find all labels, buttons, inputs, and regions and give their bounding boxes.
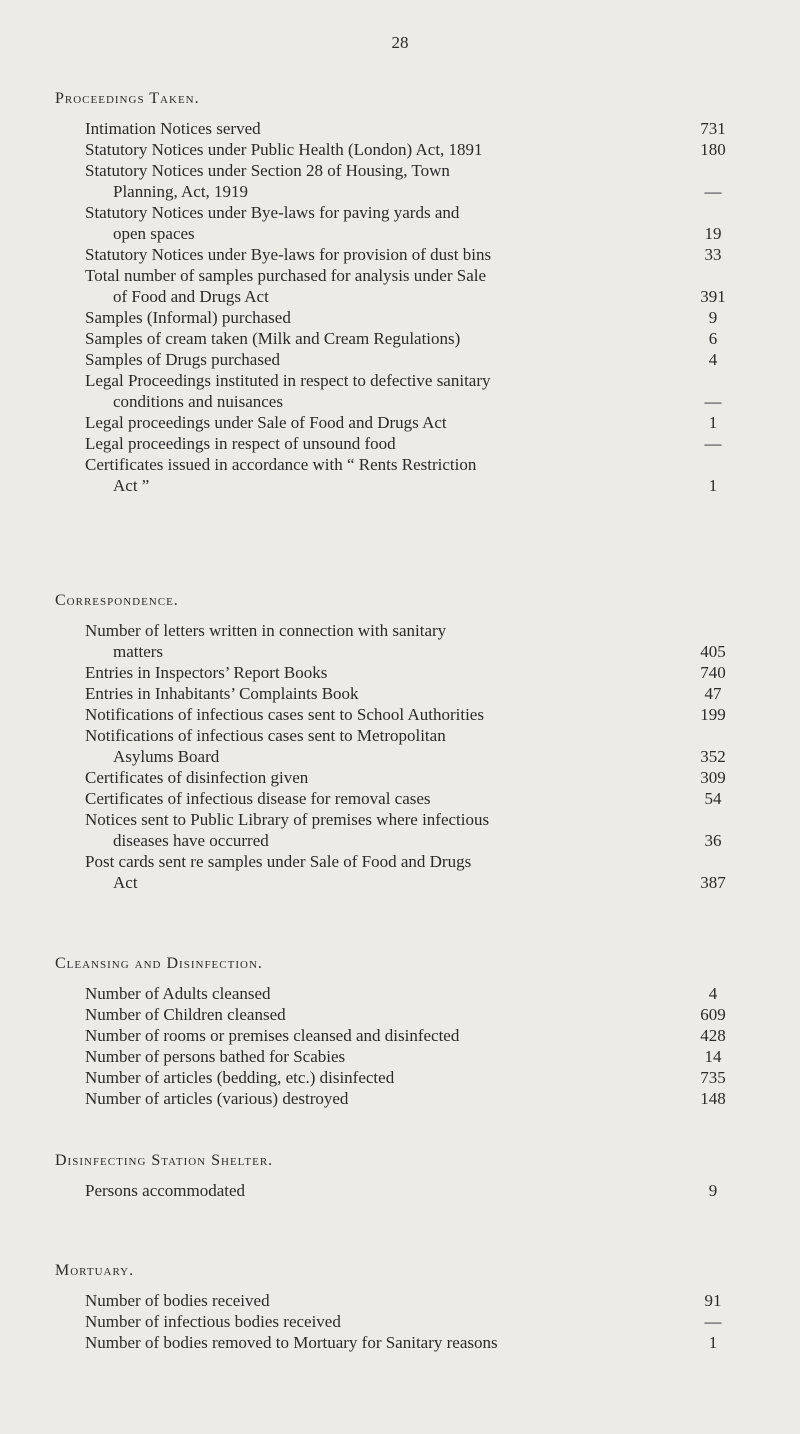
item-value: 199 [700, 705, 726, 724]
table-row [55, 788, 755, 809]
page-number: 28 [391, 33, 409, 52]
table-row [55, 1290, 755, 1311]
item-label-continuation: Act ” [113, 476, 150, 495]
item-label [55, 725, 685, 767]
item-label-text: Number of rooms or premises cleansed and disinfected [85, 1026, 460, 1045]
item-value: 1 [708, 476, 718, 495]
item-label-text: Legal Proceedings instituted in respect to defective sanitary [85, 371, 491, 390]
item-label-text: Number of persons bathed for Scabies [85, 1047, 346, 1066]
item-value: 740 [700, 663, 726, 682]
item-label-text: Samples of Drugs purchased [85, 350, 280, 369]
item-label-continuation: Act [113, 873, 138, 892]
item-label [55, 683, 685, 704]
table-row [55, 1067, 755, 1088]
item-label-continuation: conditions and nuisances [113, 392, 283, 411]
item-label-text: Legal proceedings in respect of unsound food [85, 434, 396, 453]
item-label-text: Legal proceedings under Sale of Food and Drugs Act [85, 413, 447, 432]
item-label-text: Notifications of infectious cases sent to School Authorities [85, 705, 484, 724]
item-value: 47 [704, 684, 722, 703]
item-label-text: Notices sent to Public Library of premises where infectious [85, 810, 490, 829]
item-label-text: Number of Adults cleansed [85, 984, 271, 1003]
item-label-continuation: Asylums Board [113, 747, 220, 766]
table-row [55, 704, 755, 725]
item-label-text: Statutory Notices under Bye-laws for provision of dust bins [85, 245, 492, 264]
section-mortuary [55, 1262, 755, 1353]
item-label [55, 307, 685, 328]
item-label-continuation: open spaces [113, 224, 195, 243]
item-value: 19 [704, 224, 722, 243]
item-value: 731 [700, 119, 726, 138]
table-row [55, 1025, 755, 1046]
item-label [55, 1004, 685, 1025]
item-label [55, 851, 685, 893]
item-value: 309 [700, 768, 726, 787]
table-row [55, 683, 755, 704]
table-row [55, 983, 755, 1004]
item-value: 609 [700, 1005, 726, 1024]
item-label [55, 767, 685, 788]
item-label [55, 1180, 685, 1201]
item-value: 180 [700, 140, 726, 159]
item-label [55, 328, 685, 349]
item-value: 4 [708, 350, 718, 369]
item-label [55, 265, 685, 307]
item-label-continuation: diseases have occurred [113, 831, 269, 850]
item-label-text: Certificates of infectious disease for removal cases [85, 789, 431, 808]
item-label-text: Post cards sent re samples under Sale of Food and Drugs [85, 852, 472, 871]
item-value: 33 [704, 245, 722, 264]
item-value: — [704, 182, 722, 201]
item-value: 735 [700, 1068, 726, 1087]
item-label [55, 662, 685, 683]
table-row [55, 1046, 755, 1067]
table-row [55, 1004, 755, 1025]
item-value: 148 [700, 1089, 726, 1108]
table-row [55, 851, 755, 893]
table-row [55, 1180, 755, 1201]
item-label [55, 620, 685, 662]
item-label-continuation: of Food and Drugs Act [113, 287, 269, 306]
item-label-text: Number of bodies received [85, 1291, 270, 1310]
item-value: 6 [708, 329, 718, 348]
item-label-continuation: matters [113, 642, 164, 661]
table-row [55, 328, 755, 349]
table-row [55, 307, 755, 328]
item-label-text: Statutory Notices under Bye-laws for paving yards and [85, 203, 460, 222]
item-label [55, 1046, 685, 1067]
item-label [55, 704, 685, 725]
item-value: 428 [700, 1026, 726, 1045]
item-value: — [704, 392, 722, 411]
item-label [55, 370, 685, 412]
item-label [55, 349, 685, 370]
table-row [55, 118, 755, 139]
table-row [55, 725, 755, 767]
item-value: 9 [708, 308, 718, 327]
table-row [55, 1332, 755, 1353]
item-label [55, 244, 685, 265]
item-value: 4 [708, 984, 718, 1003]
item-label [55, 118, 685, 139]
item-label-continuation: Planning, Act, 1919 [113, 182, 249, 201]
table-row [55, 1311, 755, 1332]
item-label [55, 433, 685, 454]
section-heading: Cleansing and Disinfection. [55, 955, 263, 972]
table-row [55, 767, 755, 788]
table-row [55, 370, 755, 412]
table-row [55, 433, 755, 454]
item-label-text: Number of articles (bedding, etc.) disinfected [85, 1068, 395, 1087]
item-label-text: Certificates of disinfection given [85, 768, 309, 787]
item-label [55, 1311, 685, 1332]
item-label [55, 1088, 685, 1109]
item-value: 1 [708, 413, 718, 432]
item-label [55, 202, 685, 244]
item-value: 36 [704, 831, 722, 850]
table-row [55, 265, 755, 307]
section-heading: Correspondence. [55, 592, 179, 609]
item-value: 405 [700, 642, 726, 661]
item-label-text: Intimation Notices served [85, 119, 261, 138]
item-value: 14 [704, 1047, 722, 1066]
table-row [55, 412, 755, 433]
item-label-text: Number of bodies removed to Mortuary for Sanitary reasons [85, 1333, 498, 1352]
section-correspondence [55, 592, 755, 893]
item-value: 352 [700, 747, 726, 766]
section-disinfecting-station [55, 1152, 755, 1201]
item-label-text: Notifications of infectious cases sent to Metropolitan [85, 726, 446, 745]
table-row [55, 139, 755, 160]
table-row [55, 809, 755, 851]
item-label-text: Statutory Notices under Public Health (London) Act, 1891 [85, 140, 483, 159]
item-label-text: Statutory Notices under Section 28 of Housing, Town [85, 161, 450, 180]
item-label-text: Entries in Inhabitants’ Complaints Book [85, 684, 359, 703]
table-row [55, 454, 755, 496]
section-heading: Proceedings Taken. [55, 90, 200, 107]
item-label [55, 139, 685, 160]
item-label [55, 454, 685, 496]
table-row [55, 202, 755, 244]
item-label [55, 809, 685, 851]
item-value: 1 [708, 1333, 718, 1352]
item-label-text: Samples of cream taken (Milk and Cream Regulations) [85, 329, 461, 348]
table-row [55, 160, 755, 202]
item-label-text: Number of Children cleansed [85, 1005, 286, 1024]
table-row [55, 620, 755, 662]
item-label [55, 1067, 685, 1088]
item-label-text: Entries in Inspectors’ Report Books [85, 663, 328, 682]
section-cleansing-disinfection [55, 955, 755, 1109]
table-row [55, 662, 755, 683]
table-row [55, 349, 755, 370]
item-label-text: Number of letters written in connection with sanitary [85, 621, 447, 640]
item-label [55, 412, 685, 433]
item-label-text: Number of articles (various) destroyed [85, 1089, 349, 1108]
table-row [55, 244, 755, 265]
item-label-text: Number of infectious bodies received [85, 1312, 341, 1331]
section-heading: Mortuary. [55, 1262, 135, 1279]
item-label-text: Persons accommodated [85, 1181, 246, 1200]
item-label [55, 788, 685, 809]
item-label [55, 983, 685, 1004]
item-label-text: Samples (Informal) purchased [85, 308, 291, 327]
item-value: 391 [700, 287, 726, 306]
item-value: 54 [704, 789, 722, 808]
item-label [55, 160, 685, 202]
item-label [55, 1025, 685, 1046]
item-value: 387 [700, 873, 726, 892]
section-proceedings-taken [55, 90, 755, 496]
item-label-text: Total number of samples purchased for analysis under Sale [85, 266, 487, 285]
item-label-text: Certificates issued in accordance with “ Rents Restriction [85, 455, 477, 474]
section-heading: Disinfecting Station Shelter. [55, 1152, 274, 1169]
item-value: 91 [704, 1291, 722, 1310]
item-value: 9 [708, 1181, 718, 1200]
item-value: — [704, 1312, 722, 1331]
table-row [55, 1088, 755, 1109]
item-label [55, 1290, 685, 1311]
item-label [55, 1332, 685, 1353]
item-value: — [704, 434, 722, 453]
